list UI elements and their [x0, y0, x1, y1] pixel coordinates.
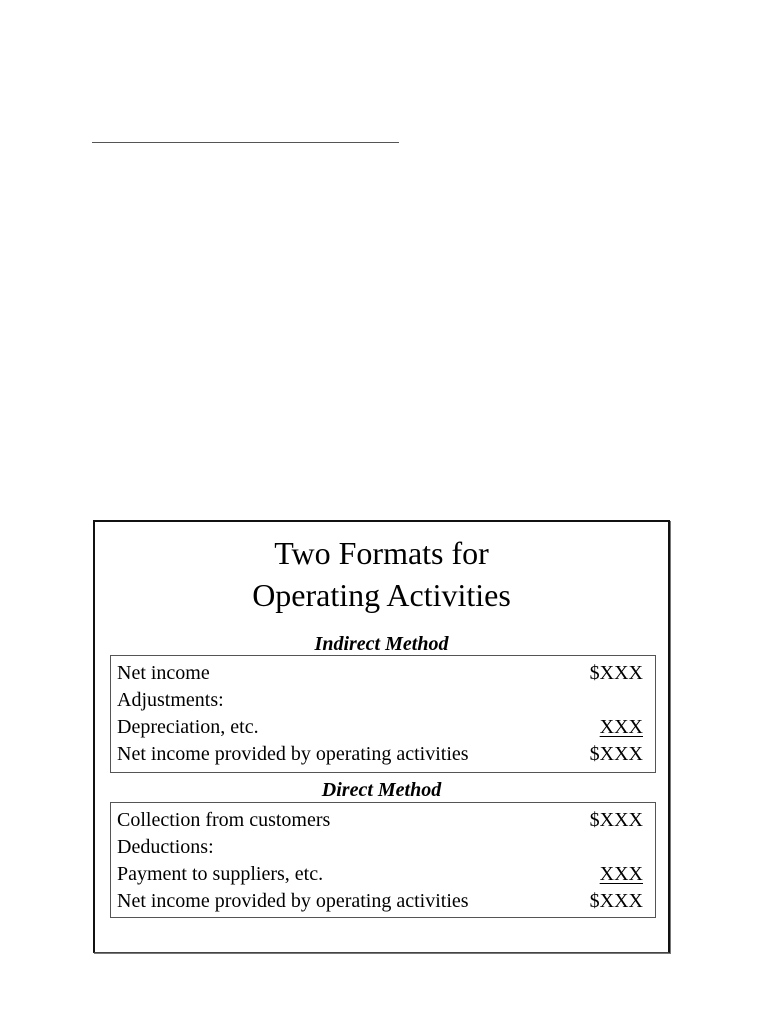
- table-row: [117, 888, 643, 915]
- table-row: [117, 660, 643, 687]
- table-row: [117, 834, 643, 861]
- indirect-method-heading: Indirect Method: [314, 633, 449, 655]
- row-label: Adjustments:: [117, 689, 224, 711]
- row-amount: XXX: [599, 716, 643, 738]
- row-amount: $XXX: [589, 809, 643, 831]
- direct-method-table: [110, 802, 656, 918]
- table-row: [117, 861, 643, 888]
- row-label: Net income: [117, 662, 210, 684]
- direct-method-heading: Direct Method: [321, 779, 442, 801]
- row-amount: XXX: [599, 863, 643, 885]
- table-row: [117, 807, 643, 834]
- row-amount: $XXX: [589, 890, 643, 912]
- row-label: Depreciation, etc.: [117, 716, 259, 738]
- row-label: Net income provided by operating activities: [117, 743, 469, 765]
- horizontal-rule: [92, 142, 399, 143]
- slide-figure: [93, 520, 670, 953]
- row-amount: $XXX: [589, 743, 643, 765]
- slide-title-line-1: Two Formats for: [274, 535, 489, 571]
- slide-title: [95, 532, 668, 616]
- row-label: Deductions:: [117, 836, 214, 858]
- table-row: [117, 714, 643, 741]
- indirect-method-table: [110, 655, 656, 773]
- row-label: Net income provided by operating activities: [117, 890, 469, 912]
- table-row: [117, 741, 643, 768]
- row-amount: $XXX: [589, 662, 643, 684]
- table-row: [117, 687, 643, 714]
- slide-title-line-2: Operating Activities: [252, 577, 511, 613]
- row-label: Collection from customers: [117, 809, 331, 831]
- row-label: Payment to suppliers, etc.: [117, 863, 324, 885]
